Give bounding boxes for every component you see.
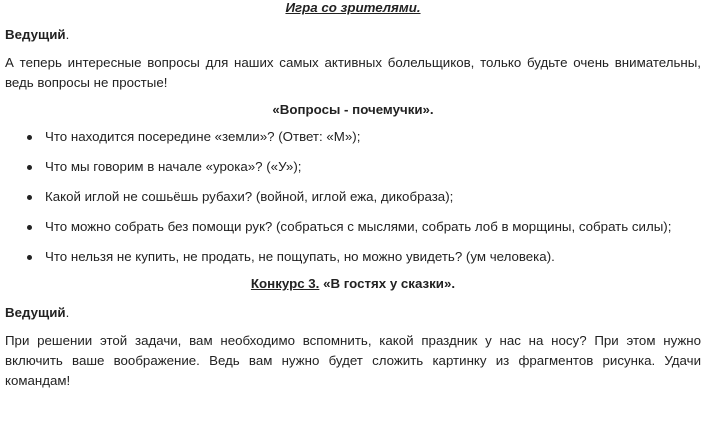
- question-text: Что мы говорим в начале «урока»? («У»);: [45, 159, 302, 174]
- speaker-dot: .: [65, 27, 70, 42]
- bullet-icon: [27, 195, 32, 200]
- contest-heading: [5, 276, 701, 292]
- section-title-text: Игра со зрителями.: [285, 0, 421, 15]
- speaker-line: [5, 27, 701, 43]
- question-text: Что находится посередине «земли»? (Ответ: «М»);: [45, 129, 361, 144]
- speaker-dot: .: [65, 305, 70, 320]
- section-title: [5, 0, 701, 16]
- speaker-name: Ведущий: [5, 305, 66, 320]
- question-text: Что можно собрать без помощи рук? (собраться с мыслями, собрать лоб в морщины, собрать силы);: [45, 219, 672, 234]
- questions-heading: «Вопросы - почемучки».: [272, 102, 434, 117]
- speaker-name: Ведущий: [5, 27, 66, 42]
- list-item: [25, 187, 701, 207]
- bullet-icon: [27, 255, 32, 260]
- bullet-icon: [27, 225, 32, 230]
- bullet-icon: [27, 165, 32, 170]
- list-item: [25, 157, 701, 177]
- question-text: Какой иглой не сошьёшь рубахи? (войной, иглой ежа, дикобраза);: [45, 189, 454, 204]
- contest-title: «В гостях у сказки».: [319, 276, 456, 291]
- list-item: [25, 217, 701, 237]
- list-item: [25, 247, 701, 267]
- questions-list: [5, 127, 701, 267]
- contest-label: Конкурс 3.: [250, 276, 320, 291]
- intro-paragraph: А теперь интересные вопросы для наших самых активных болельщиков, только будьте очень внимательны, ведь вопросы не простые!: [5, 55, 701, 90]
- question-text: Что нельзя не купить, не продать, не пощупать, но можно увидеть? (ум человека).: [45, 249, 555, 264]
- speaker-line: [5, 305, 701, 321]
- bullet-icon: [27, 135, 32, 140]
- closing-paragraph: При решении этой задачи, вам необходимо вспомнить, какой праздник у нас на носу? При этом нужно включить ваше воображение. Ведь вам нужно будет сложить картинку из фрагментов рисунка. Удачи командам!: [5, 333, 701, 388]
- list-item: [25, 127, 701, 147]
